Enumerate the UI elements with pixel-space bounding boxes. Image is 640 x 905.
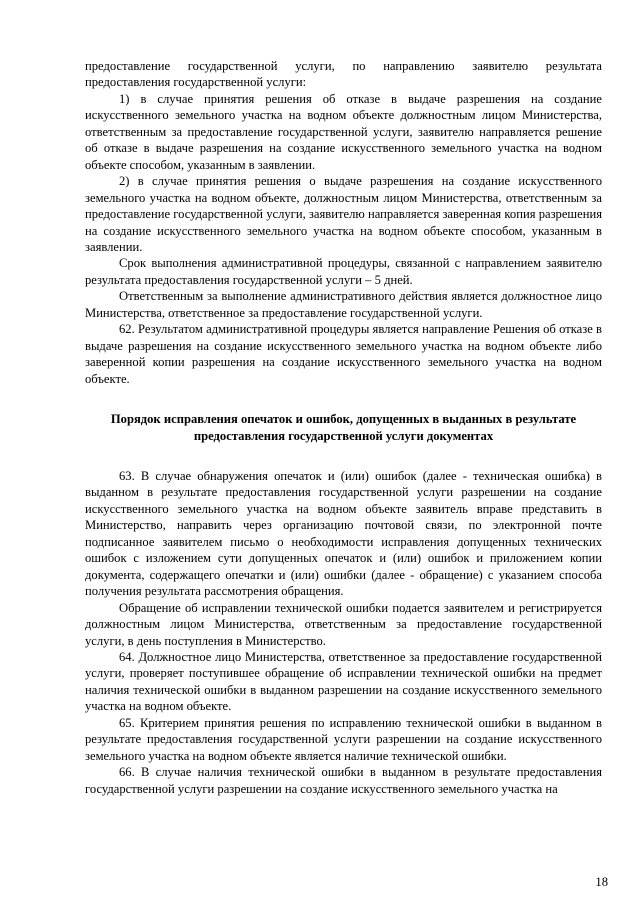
spacer [85, 444, 602, 468]
paragraph-item-2: 2) в случае принятия решения о выдаче разрешения на создание искусственного земельного участка на водном объекте, должностным лицом Министерства, ответственным за предоставление государственной услуги, заявителю направляется заверенная копия разрешения на создание искусственного земельного участка на водном объекте способом, указанным в заявлении. [85, 174, 602, 254]
paragraph-63: 63. В случае обнаружения опечаток и (или) ошибок (далее - техническая ошибка) в выданном в результате предоставления государственной услуги разрешении на создание искусственного земельного участка на водном объекте заявитель вправе представить в Министерство, направить через организацию почтовой связи, по электронной почте подписанное заявителем письмо о необходимости исправления допущенных технических ошибок с изложением сути допущенных опечаток и (или) ошибок и приложением копии документа, содержащего опечатки и (или) ошибки (далее - обращение) с указанием способа получения результата рассмотрения обращения. [85, 468, 602, 599]
paragraph-62: 62. Результатом административной процедуры является направление Решения об отказе в выдаче разрешения на создание искусственного земельного участка на водном объекте либо заверенной копии разрешения на создание искусственного земельного участка на водном объекте. [85, 322, 602, 386]
paragraph-responsible: Ответственным за выполнение административного действия является должностное лицо Министерства, ответственное за предоставление государственной услуги. [85, 289, 602, 320]
page-number: 18 [595, 875, 608, 889]
document-page [85, 58, 602, 797]
section-heading: Порядок исправления опечаток и ошибок, допущенных в выданных в результате предоставления государственной услуги документах [110, 412, 577, 443]
paragraph-appeal: Обращение об исправлении технической ошибки подается заявителем и регистрируется должностным лицом Министерства, ответственным за предоставление государственной услуги, в день поступления в Министерство. [85, 600, 602, 648]
paragraph-64: 64. Должностное лицо Министерства, ответственное за предоставление государственной услуги, проверяет поступившее обращение об исправлении технической ошибки на предмет наличия технической ошибки в выданном разрешении на создание искусственного земельного участка на водном объекте. [85, 649, 602, 714]
paragraph-deadline: Срок выполнения административной процедуры, связанной с направлением заявителю результата предоставления государственной услуги – 5 дней. [85, 256, 602, 287]
paragraph-66: 66. В случае наличия технической ошибки в выданном в результате предоставления государственной услуги разрешении на создание искусственного земельного участка на [85, 765, 602, 796]
paragraph-item-1: 1) в случае принятия решения об отказе в выдаче разрешения на создание искусственного земельного участка на водном объекте должностным лицом Министерства, ответственным за предоставление государственной услуги, заявителю направляется решение об отказе в выдаче разрешения на создание искусственного земельного участка на водном объекте способом, указанным в заявлении. [85, 91, 602, 172]
paragraph-continuation: предоставление государственной услуги, по направлению заявителю результата предоставления государственной услуги: [85, 59, 602, 90]
paragraph-65: 65. Критерием принятия решения по исправлению технической ошибки в выданном в результате предоставления государственной услуги разрешении на создание искусственного земельного участка на водном объекте является наличие технической ошибки. [85, 715, 602, 763]
